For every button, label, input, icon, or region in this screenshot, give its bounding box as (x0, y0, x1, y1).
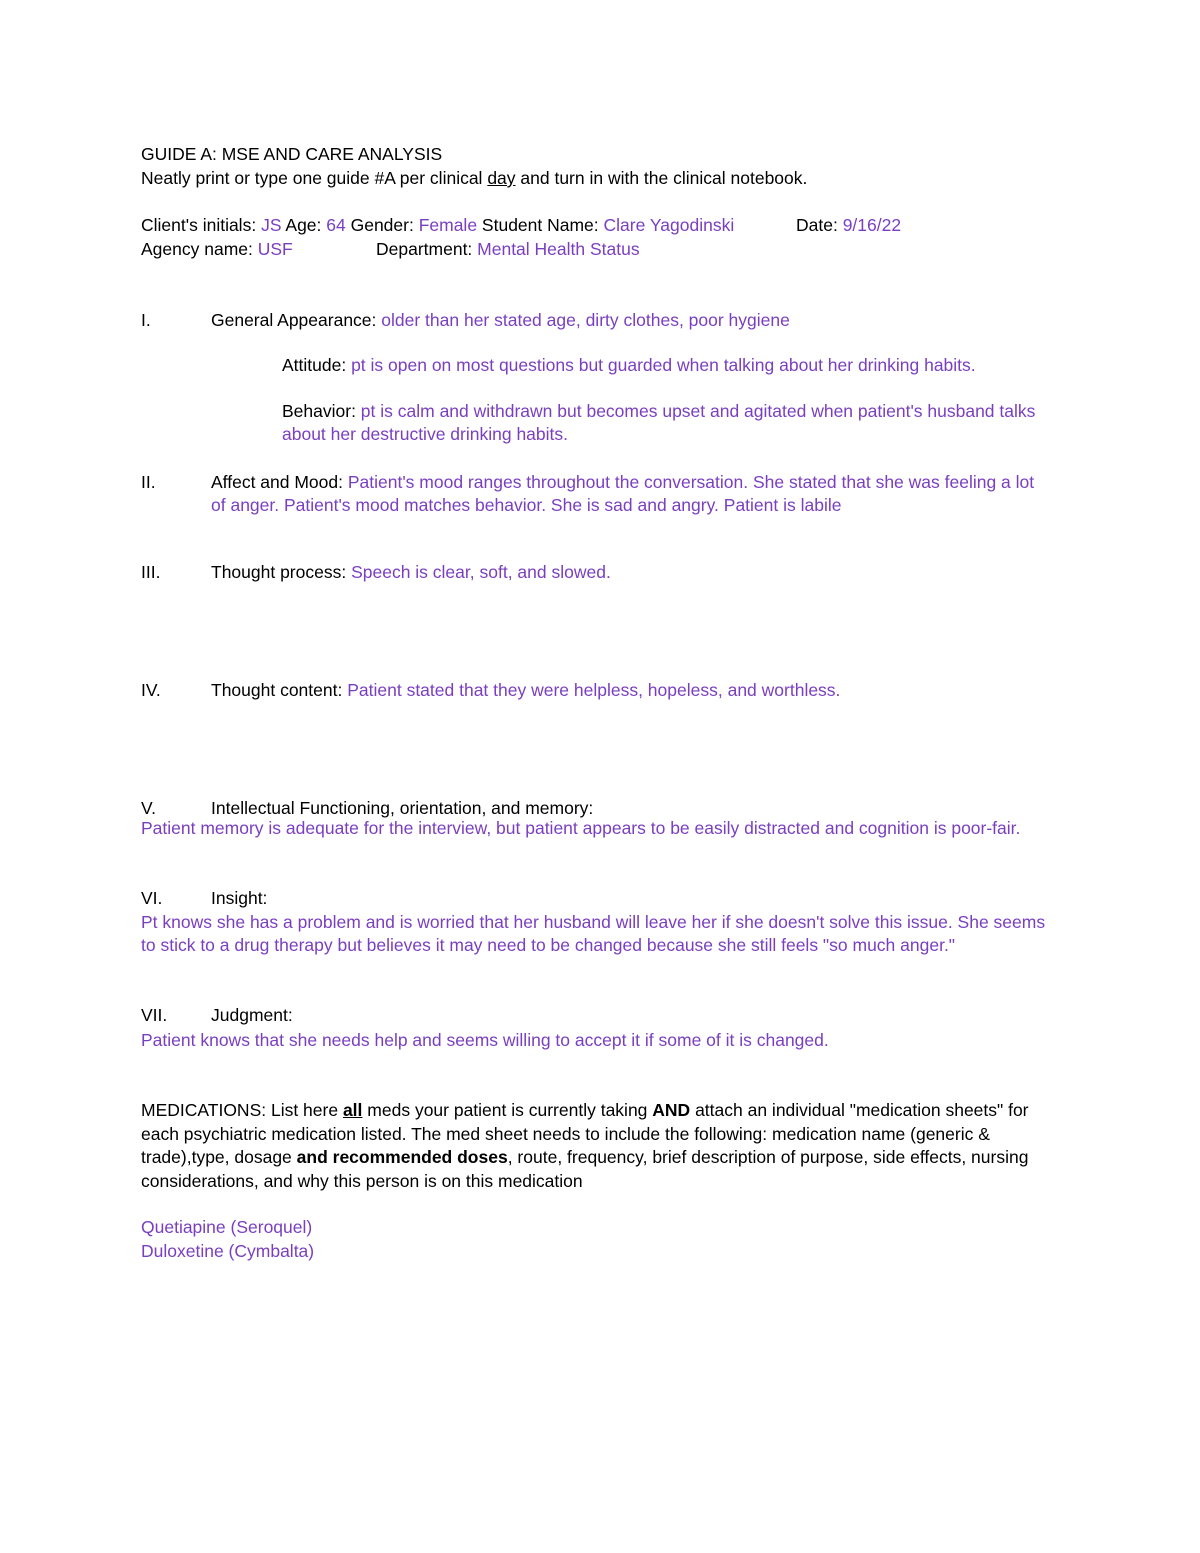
section-3-line (211, 561, 611, 585)
gender-value: Female (418, 215, 478, 235)
medication-item: Quetiapine (Seroquel) (141, 1217, 313, 1237)
department-field (376, 238, 640, 262)
gender-label: Gender: (345, 215, 419, 235)
medications-line-4: considerations, and why this person is on this medication (141, 1171, 583, 1191)
section-6-number: VI. (141, 888, 163, 908)
medications-text-3a: trade),type, dosage (141, 1147, 297, 1167)
section-4-number: IV. (141, 680, 161, 700)
section-3-number: III. (141, 562, 161, 582)
document-title: GUIDE A: MSE AND CARE ANALYSIS (141, 144, 443, 164)
section-4-line (211, 679, 840, 703)
initials-value: JS (261, 215, 282, 235)
instruction-pre: Neatly print or type one guide #A per clinical (141, 168, 488, 188)
insight-value-2: to stick to a drug therapy but believes it may need to be changed because she still feels "so much anger." (141, 935, 956, 955)
section-1-line (211, 309, 790, 333)
agency-value: USF (257, 239, 293, 259)
medication-item: Duloxetine (Cymbalta) (141, 1241, 315, 1261)
intellectual-functioning-label: Intellectual Functioning, orientation, and memory: (211, 798, 594, 818)
instruction-underlined: day (487, 168, 516, 188)
department-value: Mental Health Status (477, 239, 640, 259)
medications-line-2: each psychiatric medication listed. The med sheet needs to include the following: medication name (generic & (141, 1124, 990, 1144)
initials-label: Client's initials: (141, 215, 262, 235)
behavior-label: Behavior: (282, 401, 361, 421)
medications-line-3 (141, 1146, 1028, 1170)
thought-process-label: Thought process: (211, 562, 352, 582)
behavior-line-1 (282, 400, 1035, 424)
date-field (796, 214, 901, 238)
judgment-value: Patient knows that she needs help and seems willing to accept it if some of it is changed. (141, 1030, 829, 1050)
general-appearance-value: older than her stated age, dirty clothes, poor hygiene (381, 310, 790, 330)
medications-text-1a: MEDICATIONS: List here (141, 1100, 343, 1120)
insight-label: Insight: (211, 888, 268, 908)
intellectual-functioning-value: Patient memory is adequate for the interview, but patient appears to be easily distracted and cognition is poor-fair. (141, 818, 1021, 838)
agency-label: Agency name: (141, 239, 258, 259)
medications-text-3b: , route, frequency, brief description of purpose, side effects, nursing (507, 1147, 1029, 1167)
judgment-label: Judgment: (211, 1005, 293, 1025)
thought-content-label: Thought content: (211, 680, 348, 700)
section-2-number: II. (141, 472, 156, 492)
medications-line-1 (141, 1099, 1029, 1123)
student-value: Clare Yagodinski (603, 215, 735, 235)
thought-content-value: Patient stated that they were helpless, hopeless, and worthless. (347, 680, 841, 700)
medications-text-1c: attach an individual "medication sheets" for (690, 1100, 1029, 1120)
student-label: Student Name: (477, 215, 604, 235)
department-label: Department: (376, 239, 478, 259)
instruction-line (141, 167, 807, 191)
medications-and: AND (652, 1100, 691, 1120)
agency-field (141, 238, 293, 262)
affect-mood-value-2: of anger. Patient's mood matches behavior. She is sad and angry. Patient is labile (211, 495, 842, 515)
instruction-post: and turn in with the clinical notebook. (515, 168, 808, 188)
affect-mood-label: Affect and Mood: (211, 472, 348, 492)
medications-all: all (342, 1100, 363, 1120)
attitude-label: Attitude: (282, 355, 352, 375)
age-label: Age: (281, 215, 327, 235)
section-1-number: I. (141, 310, 151, 330)
thought-process-value: Speech is clear, soft, and slowed. (351, 562, 611, 582)
general-appearance-label: General Appearance: (211, 310, 382, 330)
date-value: 9/16/22 (842, 215, 902, 235)
age-value: 64 (326, 215, 346, 235)
affect-mood-value-1: Patient's mood ranges throughout the conversation. She stated that she was feeling a lot (347, 472, 1035, 492)
date-label: Date: (796, 215, 843, 235)
medications-bold: and recommended doses (296, 1147, 508, 1167)
section-5-number: V. (141, 798, 156, 818)
medications-text-1b: meds your patient is currently taking (362, 1100, 653, 1120)
section-7-number: VII. (141, 1005, 168, 1025)
attitude-line (282, 354, 976, 378)
behavior-value-1: pt is calm and withdrawn but becomes upset and agitated when patient's husband talks (360, 401, 1036, 421)
insight-value-1: Pt knows she has a problem and is worried that her husband will leave her if she doesn't solve this issue. She seems (141, 912, 1046, 932)
section-2-line-1 (211, 471, 1034, 495)
client-info-line (141, 214, 734, 238)
behavior-value-2: about her destructive drinking habits. (282, 424, 568, 444)
attitude-value: pt is open on most questions but guarded when talking about her drinking habits. (351, 355, 976, 375)
